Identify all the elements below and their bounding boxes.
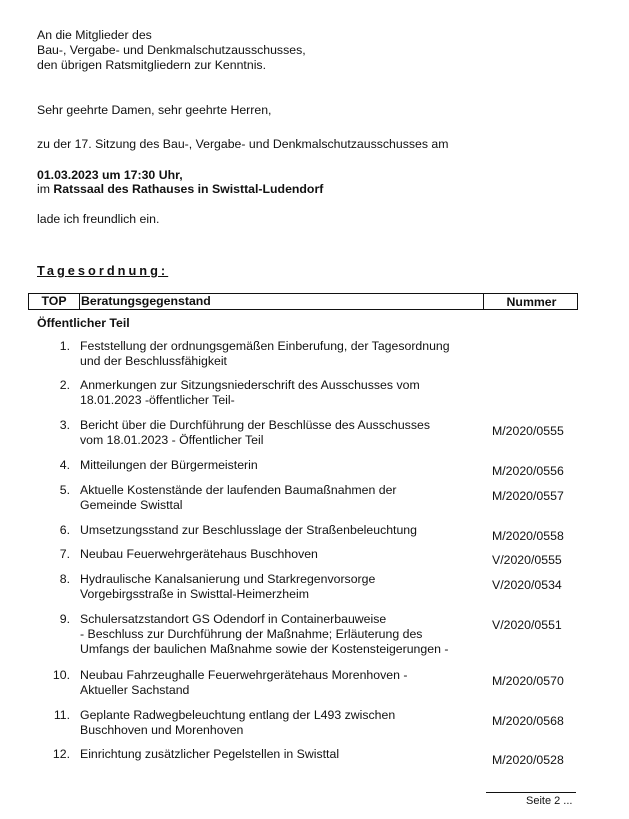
agenda-item-number: 6. [59, 523, 70, 537]
agenda-item-text [80, 378, 485, 408]
invitation-text: lade ich freundlich ein. [37, 212, 160, 226]
header-number: Nummer [483, 294, 579, 309]
agenda-item-text [80, 572, 485, 602]
meeting-location: Ratssaal des Rathauses in Swisttal-Ludendorf [53, 182, 324, 196]
agenda-item [0, 747, 629, 767]
agenda-item-line: vom 18.01.2023 - Öffentlicher Teil [80, 433, 264, 447]
agenda-item-line: Aktuelle Kostenstände der laufenden Baumaßnahmen der [80, 483, 397, 497]
agenda-item [0, 547, 629, 567]
agenda-item-line: Hydraulische Kanalsanierung und Starkregenvorsorge [80, 572, 376, 586]
agenda-item-reference: M/2020/0568 [492, 714, 564, 728]
agenda-item-reference: M/2020/0557 [492, 489, 564, 503]
agenda-item-reference: M/2020/0558 [492, 529, 564, 543]
header-subject: Beratungsgegenstand [81, 294, 211, 308]
agenda-item-line: Mitteilungen der Bürgermeisterin [80, 458, 258, 472]
agenda-table-header [28, 293, 578, 310]
agenda-item-reference: M/2020/0570 [492, 674, 564, 688]
agenda-item-line: - Beschluss zur Durchführung der Maßnahme; Erläuterung des [80, 627, 423, 641]
footer-rule [486, 792, 576, 793]
agenda-item-number: 9. [59, 612, 70, 626]
agenda-item [0, 483, 629, 513]
agenda-item-number: 10. [52, 668, 70, 682]
agenda-item-text [80, 339, 485, 369]
agenda-item-line: Schulersatzstandort GS Odendorf in Containerbauweise [80, 612, 387, 626]
agenda-item [0, 523, 629, 543]
agenda-item-text [80, 523, 485, 538]
agenda-item-line: 18.01.2023 -öffentlicher Teil- [80, 393, 235, 407]
agenda-item-line: Anmerkungen zur Sitzungsniederschrift des Ausschusses vom [80, 378, 420, 392]
agenda-item-number: 11. [53, 708, 70, 722]
agenda-item [0, 572, 629, 602]
agenda-item-text [80, 418, 485, 448]
agenda-item-line: Buschhoven und Morenhoven [80, 723, 244, 737]
address-line: An die Mitglieder des [37, 28, 152, 42]
agenda-item-line: Gemeinde Swisttal [80, 498, 183, 512]
agenda-item-line: Vorgebirgsstraße in Swisttal-Heimerzheim [80, 587, 309, 601]
agenda-item-line: Feststellung der ordnungsgemäßen Einberufung, der Tagesordnung [80, 339, 450, 353]
agenda-item-reference: V/2020/0551 [492, 618, 562, 632]
agenda-item-line: Umfangs der baulichen Maßnahme sowie der Kostensteigerungen - [80, 642, 449, 656]
agenda-item-number: 5. [59, 483, 70, 497]
address-line: Bau-, Vergabe- und Denkmalschutzausschusses, [37, 43, 306, 57]
agenda-item-number: 2. [59, 378, 70, 392]
agenda-item-text [80, 458, 485, 473]
agenda-item-number: 4. [59, 458, 70, 472]
agenda-item-number: 3. [59, 418, 70, 432]
agenda-item-text [80, 708, 485, 738]
agenda-item-line: Neubau Fahrzeughalle Feuerwehrgerätehaus Morenhoven - [80, 668, 408, 682]
address-block [37, 28, 306, 73]
agenda-item-text [80, 483, 485, 513]
agenda-item-reference: M/2020/0556 [492, 464, 564, 478]
agenda-item [0, 668, 629, 698]
agenda-item [0, 418, 629, 448]
agenda-item-text [80, 747, 485, 762]
agenda-item [0, 458, 629, 478]
agenda-item-reference: M/2020/0555 [492, 424, 564, 438]
agenda-item-line: Einrichtung zusätzlicher Pegelstellen in Swisttal [80, 747, 340, 761]
location-prefix: im [37, 182, 50, 196]
agenda-item-reference: V/2020/0534 [492, 578, 562, 592]
agenda-item-reference: M/2020/0528 [492, 753, 564, 767]
meeting-datetime: 01.03.2023 um 17:30 Uhr, [37, 168, 183, 182]
page-footer: Seite 2 ... [526, 795, 573, 807]
agenda-item-line: Umsetzungsstand zur Beschlusslage der Straßenbeleuchtung [80, 523, 417, 537]
agenda-item-text [80, 547, 485, 562]
agenda-item [0, 612, 629, 657]
header-top: TOP [29, 294, 80, 309]
agenda-item-text [80, 668, 485, 698]
agenda-item [0, 378, 629, 408]
agenda-item-number: 7. [59, 547, 70, 561]
agenda-item-reference: V/2020/0555 [492, 553, 562, 567]
agenda-item-number: 1. [59, 339, 70, 353]
agenda-item-line: Neubau Feuerwehrgerätehaus Buschhoven [80, 547, 318, 561]
agenda-item-line: und der Beschlussfähigkeit [80, 354, 227, 368]
agenda-item-text [80, 612, 485, 657]
section-title: Öffentlicher Teil [37, 316, 130, 330]
intro-text: zu der 17. Sitzung des Bau-, Vergabe- und Denkmalschutzausschusses am [37, 137, 449, 151]
agenda-item-line: Geplante Radwegbeleuchtung entlang der L493 zwischen [80, 708, 396, 722]
agenda-item [0, 708, 629, 738]
agenda-item-line: Bericht über die Durchführung der Beschlüsse des Ausschusses [80, 418, 430, 432]
agenda-item-line: Aktueller Sachstand [80, 683, 190, 697]
address-line: den übrigen Ratsmitgliedern zur Kenntnis. [37, 58, 266, 72]
agenda-item-number: 8. [59, 572, 70, 586]
agenda-item [0, 339, 629, 369]
meeting-location-line [37, 182, 323, 196]
agenda-item-number: 12. [52, 747, 70, 761]
agenda-heading: Tagesordnung: [37, 263, 169, 278]
salutation: Sehr geehrte Damen, sehr geehrte Herren, [37, 103, 272, 117]
